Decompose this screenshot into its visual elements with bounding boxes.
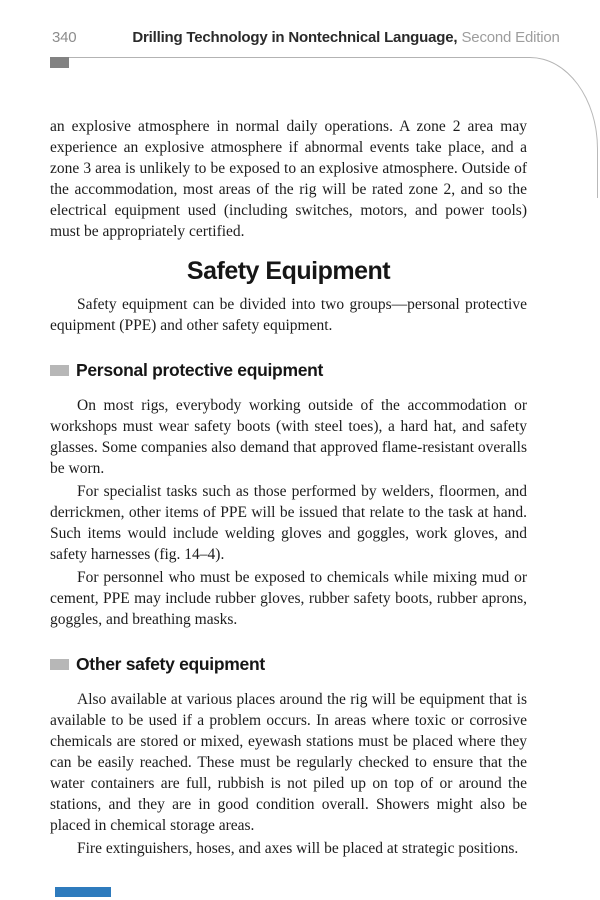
book-edition: Second Edition	[461, 29, 560, 46]
subheading-label: Other safety equipment	[76, 654, 265, 674]
subheading-personal-protective-equipment	[50, 361, 527, 380]
paragraph: For specialist tasks such as those performed by welders, floormen, and derrickmen, other items of PPE will be issued that relate to the task at hand. Such items would include welding gloves and goggles, work gloves, and safety harnesses (fig. 14–4).	[50, 483, 527, 563]
section-marker-icon	[50, 365, 69, 376]
book-title: Drilling Technology in Nontechnical Language,	[132, 29, 458, 46]
paragraph: On most rigs, everybody working outside of the accommodation or workshops must wear safety boots (with steel toes), a hard hat, and safety glasses. Some companies also demand that approved flame-resistant overalls be worn.	[50, 397, 527, 477]
page-body	[50, 116, 527, 859]
section-title: Safety Equipment	[186, 257, 391, 285]
running-head	[92, 29, 600, 46]
footer-bar	[55, 887, 111, 897]
section-intro-paragraph: Safety equipment can be divided into two groups—personal protective equipment (PPE) and other safety equipment.	[50, 296, 527, 334]
paragraph-continuation: an explosive atmosphere in normal daily operations. A zone 2 area may experience an explosive atmosphere if abnormal events take place, and a zone 3 area is unlikely to be exposed to an explosive atmosphere. Outside of the accommodation, most areas of the rig will be rated zone 2, and so the electrical equipment used (including switches, motors, and power tools) must be appropriately certified.	[50, 118, 527, 240]
page-number: 340	[52, 29, 77, 46]
subheading-other-safety-equipment	[50, 655, 527, 674]
subheading-label: Personal protective equipment	[76, 360, 324, 380]
paragraph: For personnel who must be exposed to chemicals while mixing mud or cement, PPE may include rubber gloves, rubber safety boots, rubber aprons, goggles, and breathing masks.	[50, 569, 527, 628]
section-marker-icon	[50, 659, 69, 670]
header-square-marker	[50, 57, 69, 68]
page-header	[0, 29, 600, 46]
paragraph: Fire extinguishers, hoses, and axes will be placed at strategic positions.	[77, 840, 519, 857]
paragraph: Also available at various places around the rig will be equipment that is available to be used if a problem occurs. In areas where toxic or corrosive chemicals are stored or mixed, eyewash stations must be placed where they can be easily reached. These must be regularly checked to ensure that the water containers are full, rubbish is not piled up on top of or around the stations, and they are in good condition overall. Showers might also be placed in chemical storage areas.	[50, 691, 527, 834]
rule-fade	[567, 198, 597, 268]
